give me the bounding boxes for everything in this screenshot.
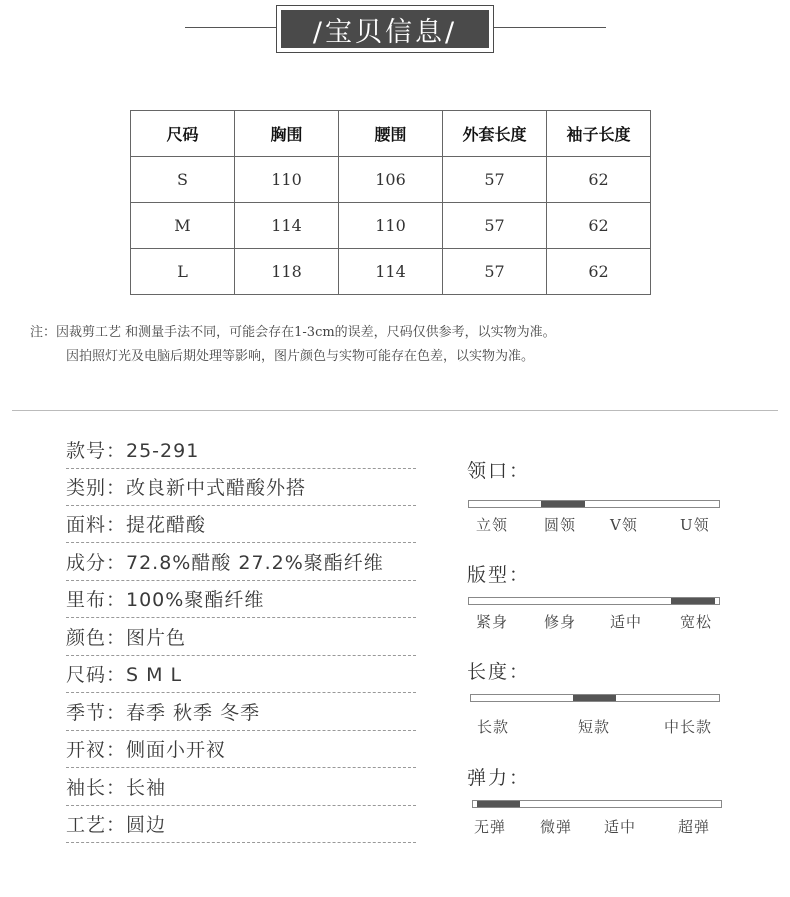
length-title: 长度： xyxy=(467,661,531,683)
fit-title: 版型： xyxy=(467,564,531,586)
collar-scale-bar xyxy=(468,500,720,508)
table-header-row xyxy=(131,111,651,157)
fit-option: 宽松 xyxy=(680,613,713,631)
stretch-scale-indicator xyxy=(477,801,520,807)
stretch-option: 超弹 xyxy=(678,818,711,836)
info-item: 袖长：长袖 xyxy=(66,769,416,806)
collar-option: U领 xyxy=(680,516,710,534)
table-cell: 110 xyxy=(235,157,339,203)
column-header: 胸围 xyxy=(235,111,339,157)
table-cell: 106 xyxy=(339,157,443,203)
header-title: /宝贝信息/ xyxy=(281,10,489,48)
table-cell: 114 xyxy=(235,203,339,249)
fit-option: 紧身 xyxy=(476,613,509,631)
info-item: 成分：72.8%醋酸 27.2%聚酯纤维 xyxy=(66,544,416,581)
note-line-1: 注：因裁剪工艺 和测量手法不同，可能会存在1-3cm的误差，尺码仅供参考，以实物为准。 xyxy=(30,325,556,340)
stretch-option: 微弹 xyxy=(540,818,573,836)
table-cell: 57 xyxy=(443,157,547,203)
stretch-option: 无弹 xyxy=(474,818,507,836)
collar-option: V领 xyxy=(610,516,638,534)
stretch-title: 弹力： xyxy=(467,767,531,789)
info-item: 类别：改良新中式醋酸外搭 xyxy=(66,469,416,506)
section-divider xyxy=(12,410,778,411)
stretch-option: 适中 xyxy=(604,818,637,836)
info-item: 工艺：圆边 xyxy=(66,806,416,843)
column-header: 腰围 xyxy=(339,111,443,157)
info-item: 颜色：图片色 xyxy=(66,619,416,656)
column-header: 尺码 xyxy=(131,111,235,157)
table-cell: 118 xyxy=(235,249,339,295)
fit-scale-indicator xyxy=(671,598,715,604)
length-option: 长款 xyxy=(477,718,510,736)
table-row xyxy=(131,249,651,295)
header-banner xyxy=(276,5,494,53)
fit-option: 适中 xyxy=(610,613,643,631)
fit-scale-bar xyxy=(468,597,720,605)
info-item: 面料：提花醋酸 xyxy=(66,506,416,543)
table-cell: 57 xyxy=(443,203,547,249)
stretch-scale-bar xyxy=(472,800,722,808)
size-table xyxy=(130,110,651,295)
fit-option: 修身 xyxy=(544,613,577,631)
table-cell: L xyxy=(131,249,235,295)
info-item: 开衩：侧面小开衩 xyxy=(66,731,416,768)
table-cell: 114 xyxy=(339,249,443,295)
collar-title: 领口： xyxy=(467,460,531,482)
collar-option: 圆领 xyxy=(544,516,577,534)
header-line-left xyxy=(185,27,276,28)
column-header: 袖子长度 xyxy=(547,111,651,157)
table-cell: S xyxy=(131,157,235,203)
collar-option: 立领 xyxy=(476,516,509,534)
info-item: 款号：25-291 xyxy=(66,432,416,469)
info-item: 季节：春季 秋季 冬季 xyxy=(66,694,416,731)
table-cell: 110 xyxy=(339,203,443,249)
table-cell: 62 xyxy=(547,249,651,295)
table-row xyxy=(131,157,651,203)
note-line-2: 因拍照灯光及电脑后期处理等影响，图片颜色与实物可能存在色差，以实物为准。 xyxy=(66,349,535,364)
collar-scale-indicator xyxy=(541,501,585,507)
length-scale-indicator xyxy=(573,695,616,701)
table-cell: M xyxy=(131,203,235,249)
length-option: 短款 xyxy=(578,718,611,736)
info-item: 尺码：S M L xyxy=(66,656,416,693)
table-cell: 57 xyxy=(443,249,547,295)
table-cell: 62 xyxy=(547,157,651,203)
length-option: 中长款 xyxy=(664,718,713,736)
table-cell: 62 xyxy=(547,203,651,249)
length-scale-bar xyxy=(470,694,720,702)
info-item: 里布：100%聚酯纤维 xyxy=(66,581,416,618)
table-row xyxy=(131,203,651,249)
column-header: 外套长度 xyxy=(443,111,547,157)
header-line-right xyxy=(494,27,606,28)
